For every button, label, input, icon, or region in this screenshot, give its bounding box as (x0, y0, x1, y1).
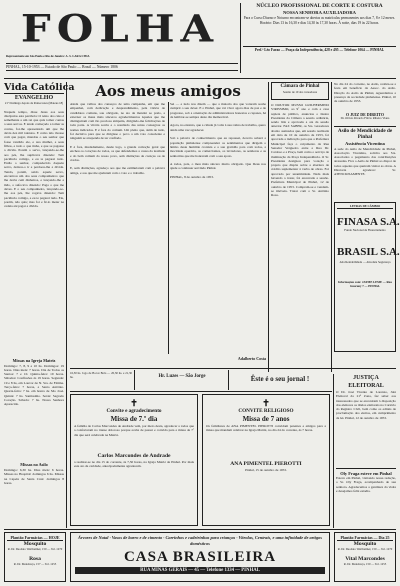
farmacia-right (334, 532, 396, 582)
section-heading: EVANGELHO (14, 94, 54, 101)
section-sub: 21º Domingo depois de Pentecostes (Mateus 18) (4, 100, 64, 105)
events-bar (70, 370, 330, 390)
mass2-text: Domingo: 6,30 hs. Dias úteis: 6 horas. Missas no Hospital: domingos 6 hs. Missas na Capela de Santa Cruz: domingos 8 horas. (4, 468, 64, 485)
mass-text: Domingo: 7, 8, 9 e 10 hs. Domingos: 19 horas. Dias úteis: 7 horas. Dia de Todos os Santos: 7 e 10. Quinta-feira: 19 horas. Sábados: Confissões às 19 horas. Segunda: 19 e 8 hs, em Louvor de N. Sra. de Fátima. Terça-feira: 7 horas, a Santo Antônio. Quarta-feira: 7 hs. em honra de São José. Quinta: 7 hs. Santíssimo. Sexta: Sagrado Coração. Sábado: 7 hs. Nossa Senhora Aparecida. (4, 363, 64, 407)
convite2-title: CONVITE RELIGIOSO (238, 408, 294, 414)
farmacia-right-name1: Mosquito (353, 541, 377, 547)
juiz-title: O JUIZ DE DIREITO (345, 112, 385, 117)
article-col-2: Sei — e tudo nos dizem — que a maioria dos que votaram soube cumprir o seu dever. E o Pinhal, que vai viver agora dias de paz e de progresso, sob a orientação de administradores honestos e capazes, há de lembrar-se sempre deste dia memorável. Agora, no entanto, que a cidade já volta à sua rotina de trabalho, quero ainda uma vez agradecer. Sob a palavra de conhecimento que eu repousei, decerto saberá a população pinhalense compreender os sentimentos que dirigem o ânimo deste humilde cronista e a sua gratidão para com todos, a mocidade operária, os comerciantes, os lavradores, as senhoras e as senhoritas que me honraram com o seu apoio. A todos, pois, o meu mais sincero muito obrigado. Que Deus nos ajude a continuar servindo Pinhal. PINHAL, 8 de outubro de 1953. (170, 102, 266, 180)
article-col-1: Ainda que velhos dos cansaços de uma campanha, em que me empenhei, com dedicação e desprendimento, pela vitória de candidatos comuns, sou obrigado, no ato de mandar ao prelo, a externar os meus mais sinceros agradecimentos àqueles que me distinguiram com tão preciosa simpatia, dirigindo-me felicitações de toda parte. A vitória sorriu e o resultado das urnas consagrou os nomes indicados. E é fora do comum. Um pleito que, além de tudo, foi decisivo para que se dirigisse o povo a um voto consciente e ninguém se arrependa de ter confiado. E é fora, mudadamente, desde logo, a grande comoção geral que encheu os corações de todos, os que defendemos a causa da lealdade e do bem comum do nosso povo, sem distinções de crenças ou de credos. E, sem distinções, agradeço aos que me estimularam com a palavra amiga, e aos que me ajudaram com o voto e o trabalho. (70, 102, 165, 175)
camara-column (271, 82, 329, 372)
farmacia-right-title: Plantão Farmácias — Dia 25 (337, 535, 393, 541)
finasa-ad-title: LETRAS DE CÂMBIO (337, 205, 393, 210)
oly-text: Esteve em Pinhal, visitando nossa redação, o Sr. Oly Fraga, acompanhado de sua senhora. Agradecemos a gentileza da visita e desejamos feliz estadia. (336, 476, 396, 493)
camara-title: Câmara de Pinhal (280, 84, 320, 89)
ad-items: Árvores de Natal · Vasos de barro e de cimento · Carrinhos e cadeirinhas para crianças · Vitrolas, Centrais, e uma infinidade de artigos domésticos (78, 535, 322, 546)
column-title: Vida Católica (4, 82, 75, 93)
brasil-name: BRASIL S.A. (337, 246, 400, 259)
convite2-mass: Missa de 7 anos (242, 415, 290, 423)
farmacia-right-name2: Vital Marcondes (345, 556, 385, 562)
convite-box-2 (202, 394, 330, 526)
convite2-text2: Pinhal, 15 de outubro de 1953. (245, 468, 287, 472)
juiz-name: Dr. Otávio Ricardo Flávio Ribeiro Viana (340, 116, 390, 120)
asilo-note: No dia 24 do corrente, no Asilo, realiza-se a festa em benefício da Assoc. do Asilo. Direção do Asilo de Pinhal, Aguardamos a presença da sociedade pinhalense. Pinhal, 10 de outubro de 1953. (334, 82, 396, 104)
camara-sub: Sessão de 10 dos vereadores (282, 90, 318, 94)
ad-address: Pref.ª Léo Farao — Praça da Independência, 428 e 495 — Telefone 1064 — PINHAL (243, 46, 396, 60)
convite-box-1 (70, 394, 198, 526)
finasa-ad (334, 202, 400, 352)
justica-block (336, 374, 396, 526)
camara-box (271, 82, 329, 100)
slogan: Êste é o seu jornal ! (250, 375, 310, 383)
ad-subtitle: NOSSA SENHORA AUXILIADORA (282, 10, 356, 15)
casa-brasileira-ad (70, 532, 330, 582)
farmacia-left (4, 532, 66, 582)
farmacia-left-title: Plantão Farmácias — HOJE (7, 535, 63, 541)
masthead-tagline: Representante em São Paulo e Rio de Janeiro: A. S. LARA LTDA (6, 54, 90, 58)
oly-title: Oly Fraga esteve em Pinhal (340, 470, 392, 476)
left-column (4, 82, 75, 460)
cross-icon-2: ✝ (262, 398, 270, 408)
far-right-column (334, 82, 400, 372)
mass2-heading: Missas no Asilo (20, 462, 48, 467)
justica-title: JUSTIÇA ELEITORAL (348, 375, 384, 389)
asilo-title: Asilo de Mendicidade de Pinhal (337, 127, 393, 141)
mass-heading: Missas na Igreja Matriz (12, 357, 56, 363)
convite1-text2: a realizar-se no dia 15 do corrente, às 7,30 horas, na Igreja Matriz de Pinhal. Por mais este ato de caridade, antecipadamente agradecem. (74, 460, 194, 469)
event-1: 16,30 hs. Jogo de Bocce Bola — 20,30 hs. e 21,30 hs. (70, 371, 132, 379)
convite2-name: ANA PIMENTEL PIEROTTI (230, 461, 302, 467)
convite1-name: Carlos Marcondes de Andrade (97, 453, 171, 459)
farmacia-left-name1: Mosquito (23, 541, 47, 547)
event-2: Hr. Luzes — São Jorge (158, 374, 206, 379)
main-article (70, 82, 266, 367)
left-column-lower (4, 462, 64, 526)
ad-store-name: CASA BRASILEIRA (123, 549, 277, 565)
farmacia-right-text1: R. Dr. Deodato Wertheimer, 150 — Tel. 1270 (337, 547, 393, 551)
article-signature: Adalberto Costa (237, 356, 266, 361)
convite1-mass: Missa de 7.º dia (110, 415, 158, 423)
brasil-text: Alta Rentabilidade — Absoluta Segurança (339, 260, 391, 265)
farmacia-left-text1: R. Dr. Deodato Wertheimer, 150 — Tel. 1270 (7, 547, 63, 551)
issue-line: PINHAL, 15-10-1953 — Estado de São Paulo — Brasil — Número 1806 (6, 63, 238, 71)
justica-text: O Dr. José Vicente de Lorenzo, Juiz Eleitoral da 21ª Zona, faz saber aos interessados que se encontram à disposição dos eleitores os títulos eleitorais no Cartório do Registro Civil, bem como os editais de proclamação dos eleitos, em cumprimento da lei. Pinhal, 12 de outubro de 1953. (336, 390, 396, 420)
ad-store-address: RUA MINAS GERAIS — 45 — Telefone 1334 — PINHAL (75, 567, 325, 574)
asilo-text: A sede do Asilo de Mendicidade de Pinhal, Associação Vicentina, solicita aos Srs. Associados o pagamento das contribuições atrasadas. Fica o Asilo de Pinhal ao dispor de todos aqueles que queiram visitar as obras. A Diretoria agradece: Sr. ATENCIOSAMENTE. (334, 146, 396, 177)
masthead (4, 3, 396, 79)
convite1-title: Convite e agradecimento (106, 408, 162, 414)
camara-text: O DOUTOR MUSSO GUILHERMINO VIRISSIMO, ao 9º ano e com a casa repleta de público, anunciou o ilustre Presidente da Câmara a sessão ordinária, sendo lida e aprovada a ata da sessão anterior. FAZ SABER, os Srs. vereadores abaixo assinados que, em sessão realizada em data de 10 de outubro de 1953, foi aprovada a indicação para que a Prefeitura Municipal faça o calçamento da Rua Senador Vergueiro entre a Rua Dr. Cardoso e a Praça, bem como o serviço de iluminação da Praça Independência. O Sr. Presidente designou para votação o projeto que dispõe sobre a abertura de crédito suplementar à verba de obras. Foi aprovado por unanimidade. Nada mais havendo a tratar, foi encerrada a sessão. Prefeitura Municipal de Pinhal, 12 de outubro de 1953. Compram-se e vendem-se imóveis. Tratar com o Sr. Antônio Rosa. (271, 103, 329, 198)
farmacia-left-name2: Rosa (29, 556, 41, 562)
convite1-text: A família de Carlos Marcondes de Andrade vem, por meio desta, agradecer a todos que a confortaram no transe doloroso porque acaba de passar e convida para a missa de 7º dia que será celebrada na Matriz. (74, 424, 194, 437)
masthead-ad (243, 3, 396, 73)
cross-icon-1: ✝ (130, 398, 138, 408)
farmacia-right-text2: R. Dr. Mendonça, 150 — Tel. 1255 (343, 562, 387, 566)
newspaper-logo: FOLHA (20, 6, 220, 51)
finasa-text: Fundo Nacional de Financiamento (344, 228, 386, 233)
ad-text: Para o Curso Diurno e Noturno encontram-se abertas as matrículas permanentes aos dias 7, 8 e 12 meses. Horário: Dias 13 às 16,30 e dias 14,30 às 17,30 horas. À noite, dias 19 às 22 horas. (243, 16, 396, 25)
farmacia-left-text2: R. Dr. Mendonça, 157 — Tel. 1255 (13, 562, 57, 566)
ad-title: NÚCLEO PROFISSIONAL DE CORTE E COSTURA (256, 3, 383, 9)
asilo-sub: Assistência Vicentina (345, 140, 385, 146)
convite2-text: Os familiares de ANA PIMENTEL PIEROTTI convidam parentes e amigos para a missa que mandam celebrar na Igreja Matriz, no dia 24 do corrente, às 7 horas. (206, 424, 326, 433)
gospel-text: Naquele tempo, disse Jesus aos seus discípulos esta parábola: O reino dos céus é semelhante a um rei que quis tomar contas a seus servos. E tendo começado a tomar as contas, foi-lhe apresentado um que lhe devia dez mil talentos. E como não tivesse com que pagar, mandou o seu senhor que fosse vendido ele, e sua mulher, e seus filhos, e tudo o que tinha, e que se pagasse a dívida. Porém o servo, lançando-se-lhe aos pés, lhe suplicava dizendo: Tem paciência comigo, e eu te pagarei tudo. Então o senhor, compadecido daquele servo, deixou-o ir e perdoou-lhe a dívida. Tendo, porém, saído aquele servo, encontrou um dos seus companheiros que lhe devia cem dinheiros, e lançando-lhe a mão, o sufocava dizendo: Paga o que me deves. E o seu companheiro, lançando-se-lhe aos pés, lhe rogava dizendo: Tem paciência comigo, e eu te pagarei tudo. Ele, porém, não quis; mas foi e fê-lo meter na cadeia até pagar a dívida. (4, 109, 64, 209)
article-title: Aos meus amigos (95, 82, 241, 100)
ad-contact: Informações com: JAYME LEME — Rua Guarany 7 — PINHAL (338, 280, 392, 288)
finasa-name: FINASA S.A. (337, 216, 400, 229)
